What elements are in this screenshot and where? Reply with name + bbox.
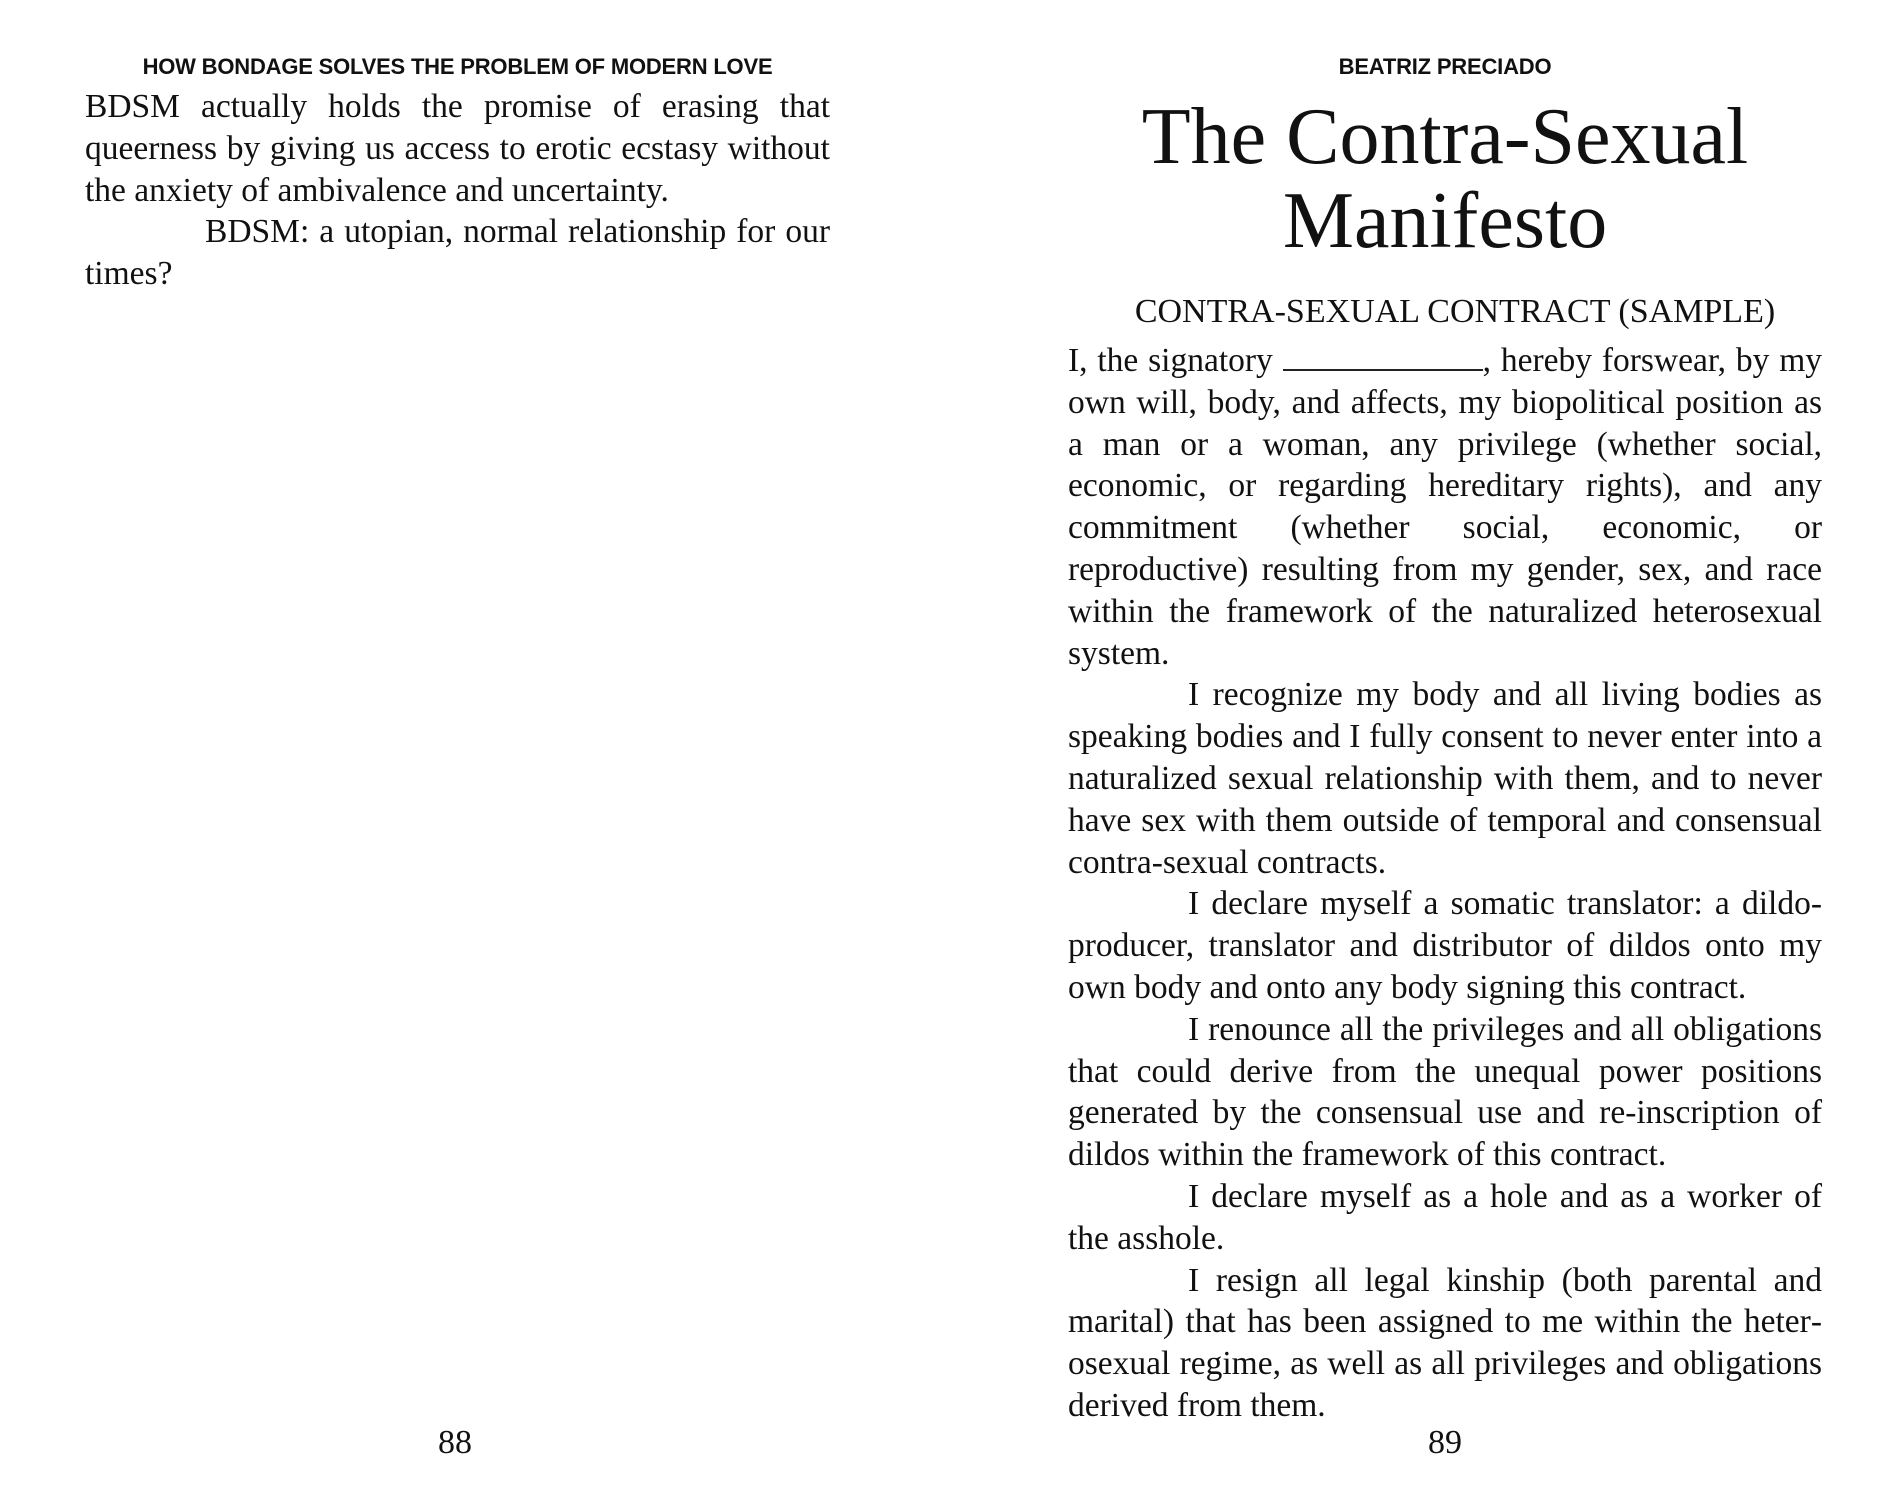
- paragraph: I recognize my body and all living bodies as speaking bodies and I fully consent to never enter into a naturalized sexual relationship with them, and to never have sex with them outside of temporal and consensual contra-sexual contracts.: [1068, 676, 1822, 881]
- paragraph: I resign all legal kinship (both parental and marital) that has been assigned to me within the heterosexual regime, as well as all privileges and obligations derived from them.: [1068, 1261, 1822, 1424]
- section-heading: CONTRA-SEXUAL CONTRACT (SAMPLE): [1134, 293, 1776, 330]
- left-page: [0, 0, 943, 1500]
- chapter-title: [1068, 95, 1822, 263]
- page-number: 89: [1428, 1424, 1462, 1461]
- body-text: [85, 86, 830, 295]
- chapter-title-line: The Contra-Sexual: [1141, 93, 1749, 181]
- paragraph: I renounce all the privileges and all obligations that could derive from the unequal power positions generated by the consensual use and re-inscription of dildos within the framework of this contract.: [1068, 1010, 1822, 1174]
- signatory-suffix: , hereby forswear, by my own will, body, and affects, my biopolitical position as a man or a woman, any privilege (whether social, economic, or regarding hereditary rights), and any commitment (whether social, economic, or reproductive) resulting from my gender, sex, and race within the framework of the naturalized heterosexual system.: [1068, 342, 1823, 672]
- paragraph: BDSM: a utopian, normal relationship for our times?: [85, 213, 830, 293]
- body-text: [1068, 340, 1822, 1427]
- right-page: [943, 0, 1887, 1500]
- paragraph: I declare myself a somatic translator: a dildo-producer, translator and distributor of dildos onto my own body and onto any body signing this contract.: [1068, 885, 1822, 1006]
- signatory-blank: [1283, 343, 1483, 371]
- running-head: BEATRIZ PRECIADO: [1338, 54, 1552, 79]
- contract-opening-paragraph: [1068, 340, 1822, 674]
- paragraph: I declare myself as a hole and as a worker of the asshole.: [1068, 1177, 1822, 1257]
- page-number: 88: [438, 1424, 472, 1461]
- chapter-title-line: Manifesto: [1282, 177, 1608, 265]
- paragraph: BDSM actually holds the promise of erasing that queerness by giving us access to erotic ecstasy without the anxiety of ambivalence and uncertainty.: [85, 88, 830, 209]
- signatory-prefix: I, the signatory: [1068, 342, 1273, 379]
- running-head: HOW BONDAGE SOLVES THE PROBLEM OF MODERN LOVE: [142, 54, 773, 79]
